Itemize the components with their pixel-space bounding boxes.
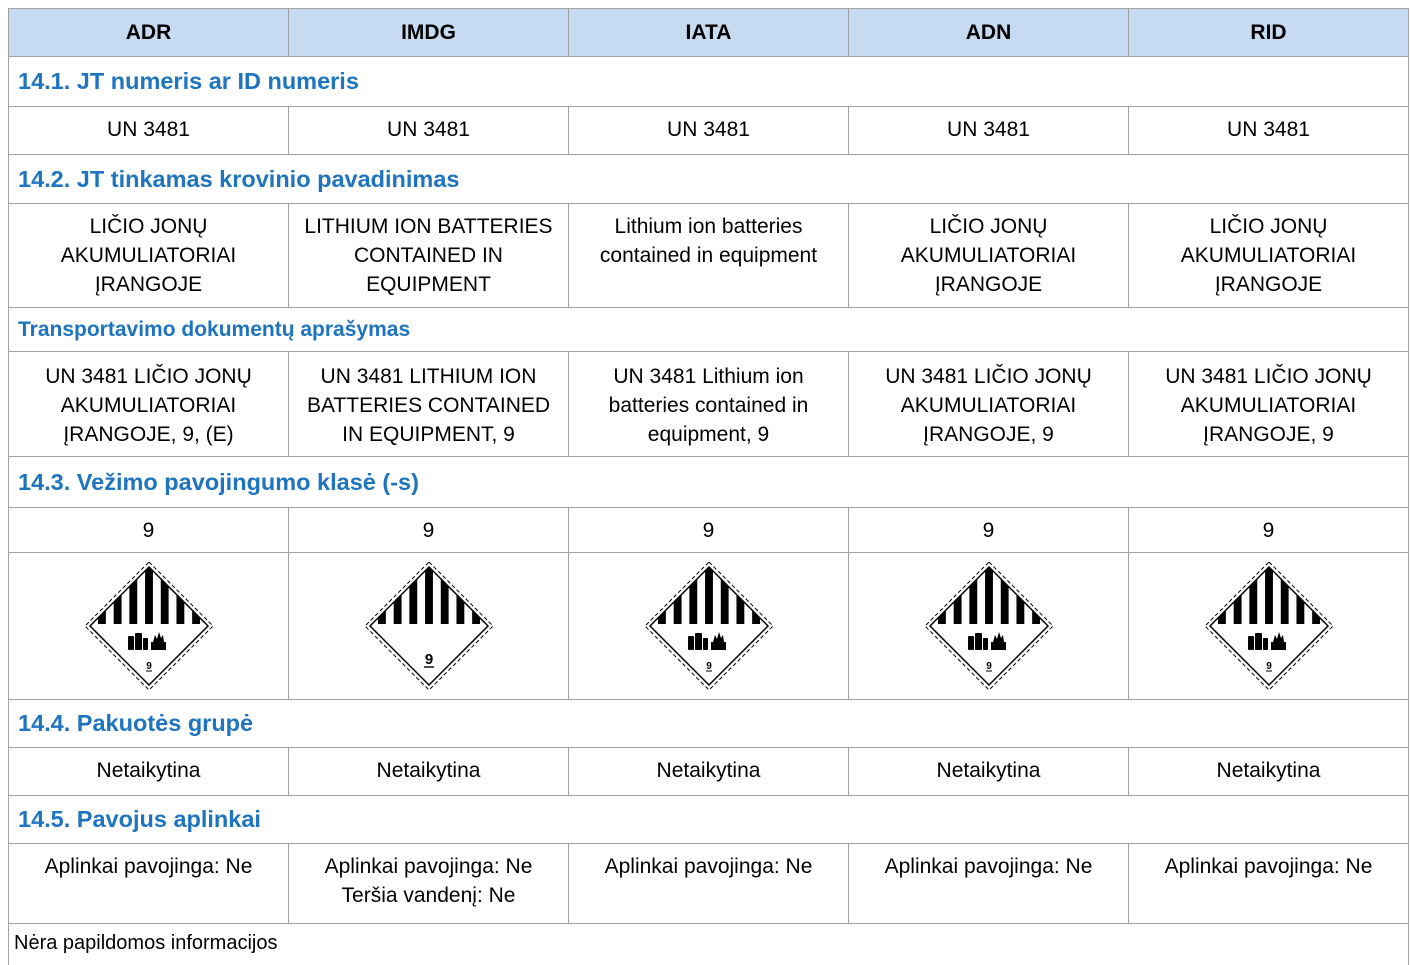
hazard-label-rid — [1129, 553, 1409, 700]
environmental-hazard-line: Aplinkai pavojinga: Ne — [884, 855, 1093, 878]
battery-cell — [983, 638, 988, 650]
environmental-hazards-imdg — [289, 844, 569, 924]
un-number-row — [9, 107, 1409, 155]
label-stripe — [969, 561, 977, 624]
label-stripe — [1265, 561, 1273, 624]
un-number-adr: UN 3481 — [9, 107, 289, 155]
battery-cell — [968, 636, 974, 650]
section-title-packing-group: 14.4. Pakuotės grupė — [9, 700, 1409, 748]
additional-information-row — [9, 924, 1409, 965]
class-9a-lithium-battery-label-icon — [924, 561, 1054, 691]
shipping-name-iata: Lithium ion batteries contained in equipment — [569, 204, 849, 308]
battery-cell — [975, 633, 982, 650]
label-stripe — [160, 561, 168, 624]
section-14-5-row — [9, 796, 1409, 844]
shipping-name-adr: LIČIO JONŲ AKUMULIATORIAI ĮRANGOJE — [9, 204, 289, 308]
class-number-label: 9 — [145, 661, 152, 672]
battery-cell — [1248, 636, 1254, 650]
transport-document-row — [9, 352, 1409, 457]
marine-pollutant-line: Teršia vandenį: Ne — [341, 884, 516, 907]
shipping-name-rid: LIČIO JONŲ AKUMULIATORIAI ĮRANGOJE — [1129, 204, 1409, 308]
label-stripe — [985, 561, 993, 624]
class-number-label: 9 — [985, 661, 992, 672]
section-title-un-number: 14.1. JT numeris ar ID numeris — [9, 57, 1409, 107]
un-number-iata: UN 3481 — [569, 107, 849, 155]
shipping-name-adn: LIČIO JONŲ AKUMULIATORIAI ĮRANGOJE — [849, 204, 1129, 308]
battery-cell — [695, 633, 702, 650]
transport-information-table — [8, 8, 1409, 965]
hazard-class-row — [9, 508, 1409, 553]
environmental-hazards-row — [9, 844, 1409, 924]
environmental-hazards-iata — [569, 844, 849, 924]
battery-cell — [1263, 638, 1268, 650]
packing-group-iata: Netaikytina — [569, 748, 849, 796]
column-header-rid: RID — [1129, 9, 1409, 57]
hazard-class-imdg: 9 — [289, 508, 569, 553]
environmental-hazard-line: Aplinkai pavojinga: Ne — [324, 855, 533, 878]
battery-cell — [143, 638, 148, 650]
hazard-label-adr — [9, 553, 289, 700]
column-header-adn: ADN — [849, 9, 1129, 57]
hazard-class-adr: 9 — [9, 508, 289, 553]
packing-group-adr: Netaikytina — [9, 748, 289, 796]
label-stripe — [705, 561, 713, 624]
label-stripe — [1249, 561, 1257, 624]
un-number-adn: UN 3481 — [849, 107, 1129, 155]
class-9a-lithium-battery-label-icon — [644, 561, 774, 691]
subsection-title-transport-document: Transportavimo dokumentų aprašymas — [9, 308, 1409, 352]
label-stripe — [1000, 561, 1008, 624]
environmental-hazard-line: Aplinkai pavojinga: Ne — [1164, 855, 1373, 878]
class-number-label: 9 — [424, 651, 433, 668]
additional-information-text: Nėra papildomos informacijos — [9, 924, 1409, 965]
environmental-hazards-adn — [849, 844, 1129, 924]
hazard-label-adn — [849, 553, 1129, 700]
transport-document-subsection-row — [9, 308, 1409, 352]
battery-cell — [135, 633, 142, 650]
packing-group-row — [9, 748, 1409, 796]
damaged-battery — [151, 642, 166, 650]
environmental-hazard-line: Aplinkai pavojinga: Ne — [44, 855, 253, 878]
packing-group-rid: Netaikytina — [1129, 748, 1409, 796]
battery-cell — [703, 638, 708, 650]
hazard-label-row — [9, 553, 1409, 700]
section-14-1-row — [9, 57, 1409, 107]
environmental-hazard-line: Aplinkai pavojinga: Ne — [604, 855, 813, 878]
un-number-imdg: UN 3481 — [289, 107, 569, 155]
table-header-row — [9, 9, 1409, 57]
section-title-environmental-hazards: 14.5. Pavojus aplinkai — [9, 796, 1409, 844]
section-14-3-row — [9, 457, 1409, 508]
column-header-imdg: IMDG — [289, 9, 569, 57]
hazard-label-iata — [569, 553, 849, 700]
environmental-hazards-rid — [1129, 844, 1409, 924]
hazard-class-rid: 9 — [1129, 508, 1409, 553]
transport-document-adn: UN 3481 LIČIO JONŲ AKUMULIATORIAI ĮRANGOJE, 9 — [849, 352, 1129, 457]
label-stripe — [440, 561, 448, 624]
label-stripe — [409, 561, 417, 624]
hazard-class-iata: 9 — [569, 508, 849, 553]
column-header-adr: ADR — [9, 9, 289, 57]
class-9a-lithium-battery-label-icon — [84, 561, 214, 691]
shipping-name-imdg: LITHIUM ION BATTERIES CONTAINED IN EQUIPMENT — [289, 204, 569, 308]
column-header-iata: IATA — [569, 9, 849, 57]
section-14-2-row — [9, 155, 1409, 204]
un-number-rid: UN 3481 — [1129, 107, 1409, 155]
label-stripe — [1280, 561, 1288, 624]
section-title-shipping-name: 14.2. JT tinkamas krovinio pavadinimas — [9, 155, 1409, 204]
label-stripe — [689, 561, 697, 624]
class-number-label: 9 — [705, 661, 712, 672]
damaged-battery — [711, 642, 726, 650]
damaged-battery — [1271, 642, 1286, 650]
battery-cell — [688, 636, 694, 650]
section-14-4-row — [9, 700, 1409, 748]
section-title-hazard-class: 14.3. Vežimo pavojingumo klasė (-s) — [9, 457, 1409, 508]
transport-document-adr: UN 3481 LIČIO JONŲ AKUMULIATORIAI ĮRANGOJE, 9, (E) — [9, 352, 289, 457]
shipping-name-row — [9, 204, 1409, 308]
environmental-hazards-adr — [9, 844, 289, 924]
hazard-label-imdg — [289, 553, 569, 700]
transport-document-iata: UN 3481 Lithium ion batteries contained in equipment, 9 — [569, 352, 849, 457]
label-stripe — [145, 561, 153, 624]
battery-cell — [128, 636, 134, 650]
label-stripe — [720, 561, 728, 624]
transport-document-imdg: UN 3481 LITHIUM ION BATTERIES CONTAINED IN EQUIPMENT, 9 — [289, 352, 569, 457]
class-9-hazard-label-icon — [364, 561, 494, 691]
packing-group-imdg: Netaikytina — [289, 748, 569, 796]
hazard-class-adn: 9 — [849, 508, 1129, 553]
class-9a-lithium-battery-label-icon — [1204, 561, 1334, 691]
packing-group-adn: Netaikytina — [849, 748, 1129, 796]
label-stripe — [129, 561, 137, 624]
battery-cell — [1255, 633, 1262, 650]
transport-document-rid: UN 3481 LIČIO JONŲ AKUMULIATORIAI ĮRANGOJE, 9 — [1129, 352, 1409, 457]
label-stripe — [425, 561, 433, 624]
damaged-battery — [991, 642, 1006, 650]
class-number-label: 9 — [1265, 661, 1272, 672]
